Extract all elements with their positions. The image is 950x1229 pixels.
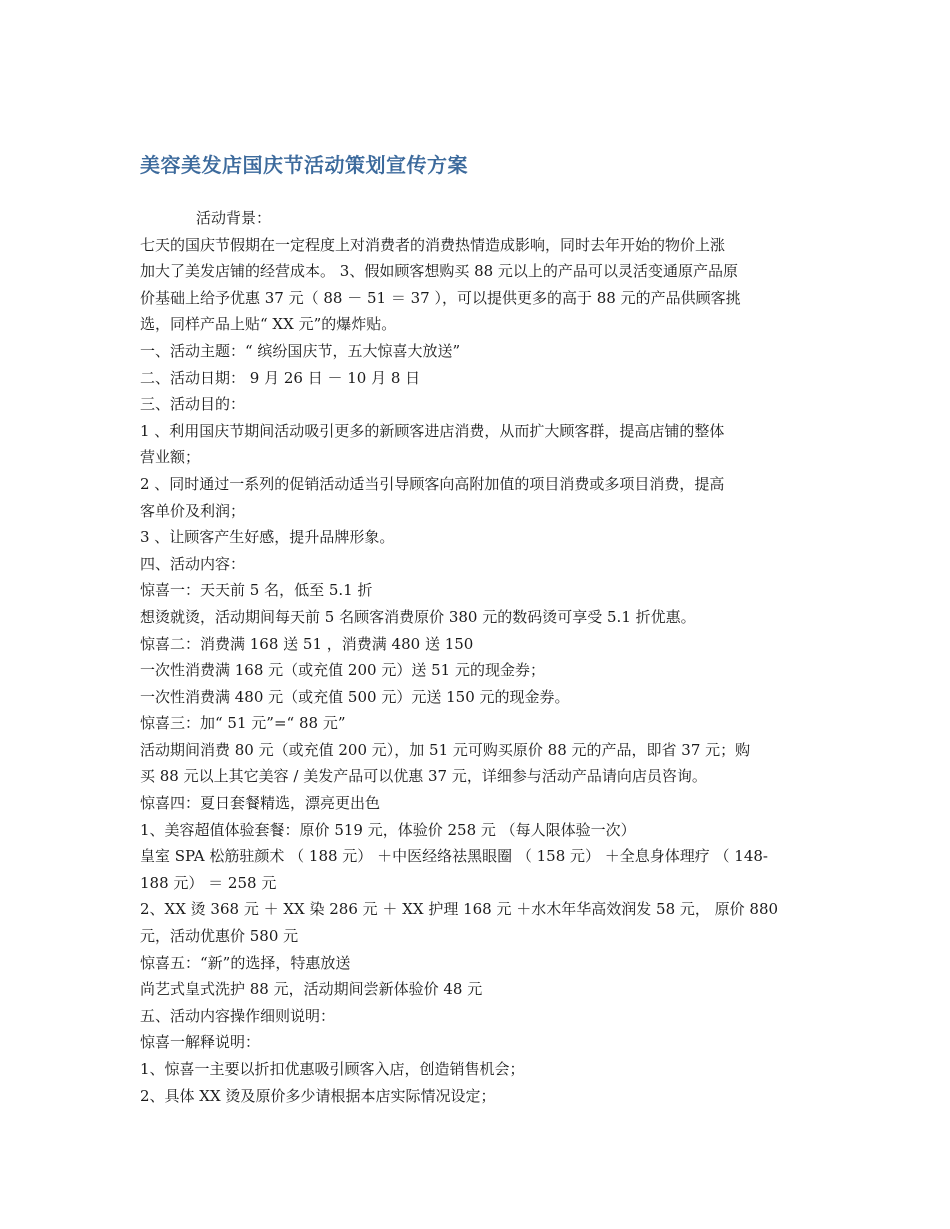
- section-heading-purpose: 三、活动目的：: [140, 395, 246, 414]
- section-heading-date: 二、活动日期： 9 月 26 日 － 10 月 8 日: [140, 368, 421, 387]
- section-heading-background: 活动背景：: [196, 209, 272, 227]
- document-body: [140, 205, 812, 1109]
- paragraph-line: 1、惊喜一主要以折扣优惠吸引顾客入店，创造销售机会；: [140, 1060, 525, 1078]
- surprise-heading-1: 惊喜一：天天前 5 名，低至 5.1 折: [140, 581, 373, 600]
- paragraph-line: 皇室 SPA 松筋驻颜术 （ 188 元） ＋中医经络祛黑眼圈 （ 158 元） ＋全息身体理疗 （ 148-: [140, 847, 769, 866]
- paragraph-line: 价基础上给予优惠 37 元（ 88 － 51 ＝ 37 ），可以提供更多的高于 88 元的产品供顾客挑: [140, 288, 741, 307]
- paragraph-line: 加大了美发店铺的经营成本。 3、假如顾客想购买 88 元以上的产品可以灵活变通原产品原: [140, 262, 738, 281]
- paragraph-line: 2、XX 烫 368 元 ＋ XX 染 286 元 ＋ XX 护理 168 元 ＋水木年华高效润发 58 元， 原价 880: [140, 900, 779, 919]
- paragraph-line: 活动期间消费 80 元（或充值 200 元），加 51 元可购买原价 88 元的产品，即省 37 元；购: [140, 740, 751, 759]
- paragraph-line: 1 、利用国庆节期间活动吸引更多的新顾客进店消费，从而扩大顾客群，提高店铺的整体: [140, 421, 725, 440]
- paragraph-line: 营业额；: [140, 448, 201, 467]
- paragraph-line: 一次性消费满 480 元（或充值 500 元）元送 150 元的现金券。: [140, 687, 570, 706]
- paragraph-line: 元，活动优惠价 580 元: [140, 927, 299, 946]
- paragraph-line: 买 88 元以上其它美容 / 美发产品可以优惠 37 元，详细参与活动产品请向店员咨询。: [140, 767, 707, 786]
- paragraph-line: 2、具体 XX 烫及原价多少请根据本店实际情况设定；: [140, 1086, 496, 1105]
- section-heading-theme: 一、活动主题：“ 缤纷国庆节，五大惊喜大放送”: [140, 341, 461, 360]
- surprise-heading-5: 惊喜五：“新”的选择，特惠放送: [140, 953, 351, 972]
- document-title: 美容美发店国庆节活动策划宣传方案: [140, 153, 468, 177]
- subsection-heading: 惊喜一解释说明：: [140, 1033, 261, 1052]
- section-heading-details: 五、活动内容操作细则说明：: [140, 1006, 336, 1025]
- paragraph-line: 想烫就烫，活动期间每天前 5 名顾客消费原价 380 元的数码烫可享受 5.1 折优惠。: [140, 607, 696, 626]
- section-heading-content: 四、活动内容：: [140, 554, 246, 573]
- paragraph-line: 选，同样产品上贴“ XX 元”的爆炸贴。: [140, 315, 397, 334]
- paragraph-line: 客单价及利润；: [140, 501, 246, 520]
- paragraph-line: 3 、让顾客产生好感，提升品牌形象。: [140, 528, 395, 547]
- paragraph-line: 七天的国庆节假期在一定程度上对消费者的消费热情造成影响，同时去年开始的物价上涨: [140, 235, 726, 254]
- surprise-heading-2: 惊喜二：消费满 168 送 51 ，消费满 480 送 150: [140, 634, 474, 653]
- paragraph-line: 一次性消费满 168 元（或充值 200 元）送 51 元的现金券；: [140, 661, 545, 680]
- paragraph-line: 1、美容超值体验套餐：原价 519 元，体验价 258 元 （每人限体验一次）: [140, 820, 636, 839]
- paragraph-line: 2 、同时通过一系列的促销活动适当引导顾客向高附加值的项目消费或多项目消费，提高: [140, 474, 725, 493]
- paragraph-line: 188 元） ＝ 258 元: [140, 873, 277, 892]
- surprise-heading-3: 惊喜三：加“ 51 元”=“ 88 元”: [140, 714, 346, 733]
- paragraph-line: 尚艺式皇式洗护 88 元，活动期间尝新体验价 48 元: [140, 980, 483, 999]
- surprise-heading-4: 惊喜四：夏日套餐精选，漂亮更出色: [140, 794, 381, 813]
